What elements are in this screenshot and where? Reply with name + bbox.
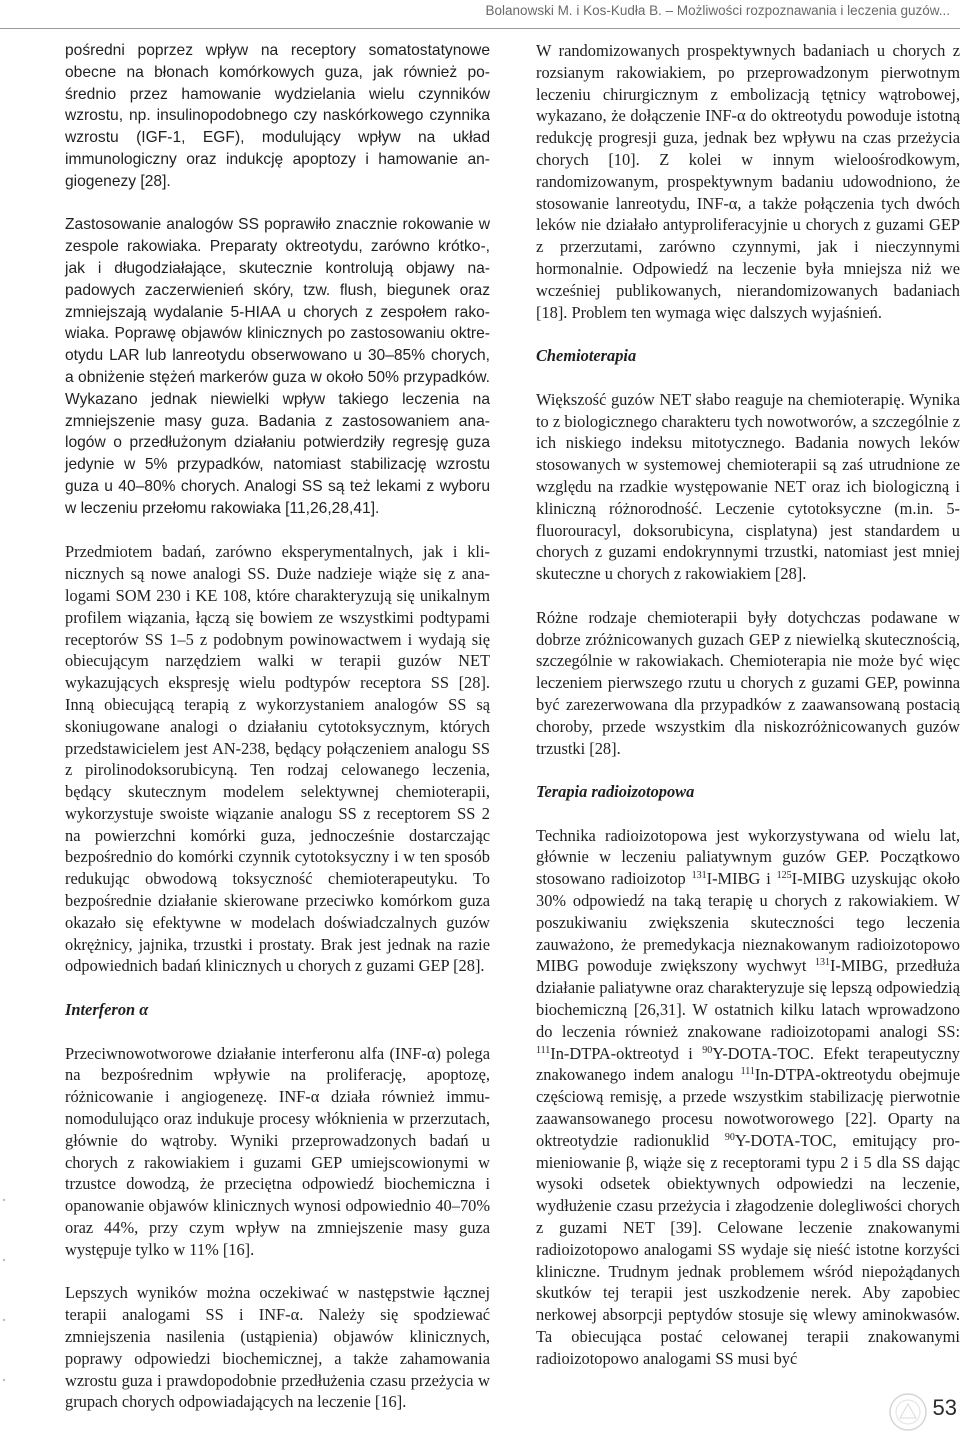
section-heading-interferon: Interferon α	[65, 1000, 149, 1020]
text-run: Technika radioizotopowa jest wykorzystywana od wielu lat, głównie w leczeniu paliatywnym guzów GEP. Początkowo stosowano radioizotop	[536, 825, 960, 889]
journal-seal-icon	[888, 1392, 928, 1432]
text-run: I-MIBG i	[706, 869, 777, 889]
paragraph-combined-therapy: Lepszych wyników można oczekiwać w następstwie łącznej terapii analogami SS i INF-α. Należy się spodziewać zmniejszenia nasilenia (ustąpienia) objawów klinicznych, poprawy odpowiedzi biochemicznej, a także zahamowania wzrostu guza i prawdopodobnie przedłużenia czasu przeżycia w grupach chorych odpowiadających na leczenie [16].	[65, 1283, 490, 1412]
section-heading-chemotherapy: Chemioterapia	[536, 346, 637, 366]
text-run: In-DTPA-oktreotydu obejmuje częściową remisję, a przede wszystkim stabilizację pierwotnie zaawansowanego procesu nowotworowego [22]. Oparty na oktreotydzie radionuklid	[536, 1065, 960, 1150]
isotope-superscript: 111	[536, 1044, 551, 1056]
isotope-superscript: 131	[691, 870, 707, 882]
text-run: Y-DOTA-TOC, emitujący promieniowanie β, wiąże się z receptorami typu 2 i 5 dla SS dając wysoki odsetek obiektywnych odpowiedzi na leczenie, wydłużenie czasu przeżycia i złagodzenie dolegliwości chorych z guzami NET [39]. Celowane leczenie znakowanymi radioizotopowo analogami SS wydaje się nieść istotne korzyści kliniczne. Trudnym jednak problemem wśród niepożądanych skutków tej terapii jest uszkodzenie nerek. Aby zapobiec nerkowej absorpcji peptydów stosuje się wlewy aminokwasów. Ta obiecująca postać celowanej terapii znakowanymi radioizotopowo analogami SS musi być	[536, 1130, 960, 1368]
paragraph-somatostatin-mechanism: pośredni poprzez wpływ na receptory somatostatynowe obecne na błonach komórkowych guza, jak również pośrednio przez hamowanie wydzielania wielu czynników wzrostu, np. insulinopodobnego czy naskórkowego czynnika wzrostu (IGF-1, EGF), modulujący wpływ na układ immunologiczny oraz indukcję apoptozy i hamowanie angiogenezy [28].	[65, 42, 490, 190]
left-column	[65, 40, 490, 1435]
paragraph-radioisotope-technique	[536, 825, 960, 1370]
text-run: I-MIBG, przedłuża działanie paliatywne oraz charakteryzuje się lepszą odpowiedzią biochemiczną [26,31]. W ostatnich kilku latach wprowadzono do leczenia również znakowane radioizotopami analogi SS:	[536, 956, 960, 1041]
text-run: Y-DOTA-TOC. Efekt terapeutyczny znakowanego indem analogu	[536, 1043, 960, 1085]
section-heading-radioisotope-therapy: Terapia radioizotopowa	[536, 782, 695, 802]
paragraph-ss-analogs-prognosis: Zastosowanie analogów SS poprawiło znacznie rokowanie w zespole rakowiaka. Preparaty oktreotydu, zarówno krótko-, jak i długodziałające, skutecznie kontrolują objawy napadowych zaczerwienień skóry, tzw. flush, biegunek oraz zmniejszają wydalanie 5-HIAA u chorych z zespołem rakowiaka. Poprawę objawów klinicznych po zastosowaniu oktreotydu LAR lub lanreotydu obserwowano u 30–85% chorych, a obniżenie stężeń markerów guza w około 50% przypadków. Wykazano jednak niewielki wpływ takiego leczenia na zmniejszenie masy guza. Badania z zastosowaniem analogów o przedłużonym działaniu potwierdziły regresję guza jedynie w 5% przypadków, natomiast stabilizację wzrostu guza u 40–80% chorych. Analogi SS są też lekami z wyboru w leczeniu przełomu rakowiaka [11,26,28,41].	[65, 216, 490, 517]
paragraph-interferon-action: Przeciwnowotworowe działanie interferonu alfa (INF-α) polega na bezpośrednim wpływie na proliferację, apoptozę, różnicowanie i angiogenezę. INF-α działa również immunomodulująco oraz indukuje procesy włóknienia w przerzutach, głównie do wątroby. Wyniki przeprowadzonych badań u chorych z rakowiakiem i guzami GEP umiejscowionymi w trzustce dowodzą, że przeciętna odpowiedź biochemiczna i opanowanie objawów klinicznych wynosi odpowiednio 40–70% oraz 44%, przy czym wpływ na zmniejszenie masy guza występuje tylko w 11% [16].	[65, 1043, 490, 1259]
margin-dots-decoration	[1, 1160, 7, 1400]
isotope-superscript: 111	[740, 1066, 755, 1078]
isotope-superscript: 125	[776, 870, 792, 882]
paragraph-randomized-trials: W randomizowanych prospektywnych badaniach u chorych z rozsianym rakowiakiem, po przeprowadzonym pierwotnym leczeniu chirurgicznym z embolizacją tętnicy wątrobowej, wykazano, że dołączenie INF-α do oktreotydu powoduje istotną redukcję progresji guza, jednak bez wpływu na czas przeżycia chorych [10]. Z kolei w innym wieloośrodkowym, randomizowanym, prospektywnym badaniu udowodniono, że stosowanie lanreotydu, INF-α, a także połączenia tych dwóch leków nie działało antyproliferacyjnie u chorych z guzami GEP z przerzutami, zarówno czynnymi, jak i nieczynnymi hormonalnie. Odpowiedź na leczenie była mniejsza niż we wcześniej publikowanych, nierandomizowanych badaniach [18]. Problem ten wymaga więc dalszych wyjaśnień.	[536, 41, 960, 322]
text-run: I-MIBG uzyskując około 30% odpowiedź na taką terapię u chorych z rakowiakiem. W poszukiwaniu zwiększenia skuteczności tego leczenia zauważono, że premedykacja nieznakowanym radioizotopowo MIBG powoduje zwiększony wychwyt	[536, 869, 960, 976]
right-column	[536, 40, 960, 1391]
text-run: In-DTPA-oktreotyd i	[550, 1043, 703, 1063]
page-number: 53	[932, 1395, 957, 1420]
running-head: Bolanowski M. i Kos-Kudła B. – Możliwości rozpoznawania i leczenia guzów...	[485, 3, 950, 18]
page-header	[0, 0, 960, 29]
paragraph-chemotherapy-types: Różne rodzaje chemioterapii były dotychczas podawane w dobrze zróżnicowanych guzach GEP z niewielką skutecznością, szczególnie w rakowiakach. Chemioterapia nie może być więc leczeniem pierwszego rzutu u chorych z guzami GEP, powinna być zarezerwowana dla przypadków z zaawansowaną postacią choroby, przede wszystkim dla niskozróżnicowanych guzów trzustki [28].	[536, 607, 960, 758]
isotope-superscript: 131	[814, 957, 830, 969]
isotope-superscript: 90	[724, 1131, 735, 1143]
isotope-superscript: 90	[702, 1044, 713, 1056]
paragraph-new-ss-analogs: Przedmiotem badań, zarówno eksperymentalnych, jak i klinicznych są nowe analogi SS. Duże nadzieje wiąże się z analogami SOM 230 i KE 108, które charakteryzują się unikalnym profilem wiązania, łączą się bowiem ze wszystkimi podtypami receptorów SS 1–5 z podobnym powinowactwem i wydają się obiecującym narzędziem walki w terapii guzów NET wykazujących ekspresję wielu podtypów receptora SS [28]. Inną obiecującą terapią z wykorzystaniem analogów SS są skoniugowane analogi o działaniu cytotoksycznym, których przedstawicielem jest AN-238, będący połączeniem analogu SS z pirolinodoksorubicyną. Ten rodzaj celowanego leczenia, będący skutecznym modelem selektywnej chemioterapii, wykorzystuje swoiste wiązanie analogu SS z receptorem SS 2 na powierzchni komórki guza, jednocześnie dostarczając bezpośrednio do komórki czynnik cytotoksyczny i w ten sposób redukując obwodową toksyczność chemioterapeutyku. To bezpośrednie działanie skierowane przeciwko komórkom guza okazało się efektywne w modelach doświadczalnych guzów okrężnicy, jajnika, trzustki i prostaty. Brak jest jednak na razie odpowiednich badań klinicznych u chorych z guzami GEP [28].	[65, 542, 490, 976]
paragraph-chemotherapy-response: Większość guzów NET słabo reaguje na chemioterapię. Wynika to z biologicznego charakteru tych nowotworów, a szczególnie z ich niskiego indeksu mitotycznego. Badania nowych leków stosowanych w systemowej chemioterapii są zaś utrudnione ze względu na rzadkie występowanie NET oraz ich biologiczną i kliniczną różnorodność. Leczenie cytotoksyczne (m.in. 5-fluorouracyl, doksorubicyna, cisplatyna) jest standardem u chorych z guzami endokrynnymi trzustki, natomiast jest mniej skuteczne u chorych z rakowiakiem [28].	[536, 389, 960, 584]
